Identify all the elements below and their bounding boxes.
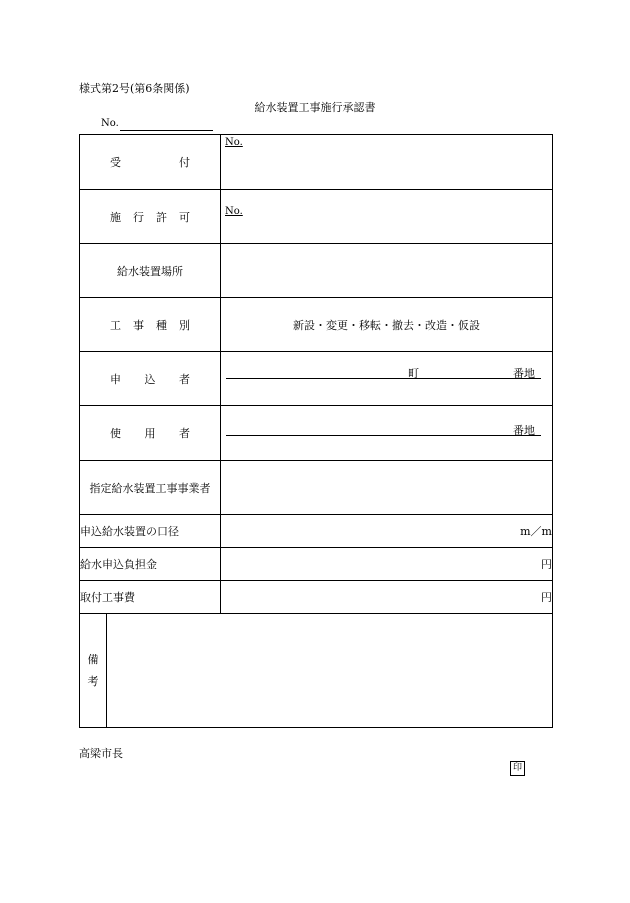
banchi-label: 番地: [513, 367, 535, 380]
row-shiyosha: [80, 406, 553, 461]
label-moshikomisha: [80, 352, 221, 406]
row-koji-shubetsu: [80, 298, 553, 352]
label-koukei: 申込給水装置の口径: [80, 515, 221, 548]
row-toritsuke-hi: [80, 581, 553, 614]
field-shitei-jigyosha[interactable]: [221, 461, 553, 515]
seal-mark: 印: [510, 761, 525, 776]
label-shitei-jigyosha: 指定給水装置工事事業者: [80, 461, 221, 515]
row-futankin: [80, 548, 553, 581]
document-no-label: No.: [101, 118, 119, 129]
label-char: 考: [87, 674, 99, 688]
label-char: 可: [179, 210, 190, 224]
label-char: 使: [110, 427, 121, 440]
field-basho[interactable]: [221, 244, 553, 298]
row-uketsuke: [80, 135, 553, 190]
label-biko: [80, 614, 107, 728]
label-koji-shubetsu: [80, 298, 221, 352]
label-char: 受: [110, 156, 121, 169]
label-char: 付: [179, 156, 190, 169]
label-char: 行: [133, 210, 144, 224]
row-sekou-kyoka: [80, 190, 553, 244]
banchi-label: 番地: [513, 424, 535, 437]
label-char: 備: [87, 652, 99, 666]
label-char: 種: [156, 318, 167, 332]
label-uketsuke: [80, 135, 221, 190]
form-number: 様式第2号(第6条関係): [79, 82, 190, 95]
label-char: 事: [133, 318, 144, 332]
label-sekou-kyoka: [80, 190, 221, 244]
field-biko[interactable]: [107, 614, 553, 728]
row-basho: [80, 244, 553, 298]
field-sekou-kyoka[interactable]: [221, 190, 553, 244]
label-char: 別: [179, 318, 190, 332]
row-biko: [80, 614, 553, 728]
field-moshikomisha[interactable]: [221, 352, 553, 406]
label-char: 工: [110, 318, 121, 332]
uketsuke-no-label: No.: [225, 137, 243, 148]
row-shitei-jigyosha: [80, 461, 553, 515]
label-char: 許: [156, 210, 167, 224]
field-shiyosha[interactable]: [221, 406, 553, 461]
label-shiyosha: [80, 406, 221, 461]
field-koukei[interactable]: m／m: [221, 515, 553, 548]
issuer-name: 高梁市長: [79, 747, 123, 760]
label-char: 者: [179, 427, 190, 440]
row-koukei: [80, 515, 553, 548]
label-char: 用: [144, 427, 156, 440]
sekou-kyoka-no-label: No.: [225, 206, 243, 217]
label-futankin: 給水申込負担金: [80, 548, 221, 581]
label-toritsuke-hi: 取付工事費: [80, 581, 221, 614]
field-toritsuke-hi[interactable]: 円: [221, 581, 553, 614]
label-char: 申: [110, 372, 121, 386]
field-futankin[interactable]: 円: [221, 548, 553, 581]
label-char: 施: [110, 210, 121, 224]
address-underline: [226, 435, 541, 436]
field-koji-shubetsu[interactable]: 新設・変更・移転・撤去・改造・仮設: [221, 298, 553, 352]
address-underline: [226, 378, 541, 379]
approval-form-table: [79, 134, 553, 728]
document-title: 給水装置工事施行承認書: [254, 101, 376, 114]
row-moshikomisha: [80, 352, 553, 406]
field-uketsuke[interactable]: [221, 135, 553, 190]
cho-label: 町: [408, 367, 419, 380]
document-no-field[interactable]: [120, 130, 213, 131]
label-char: 者: [179, 372, 190, 386]
label-basho: 給水装置場所: [80, 244, 221, 298]
label-char: 込: [144, 372, 156, 386]
